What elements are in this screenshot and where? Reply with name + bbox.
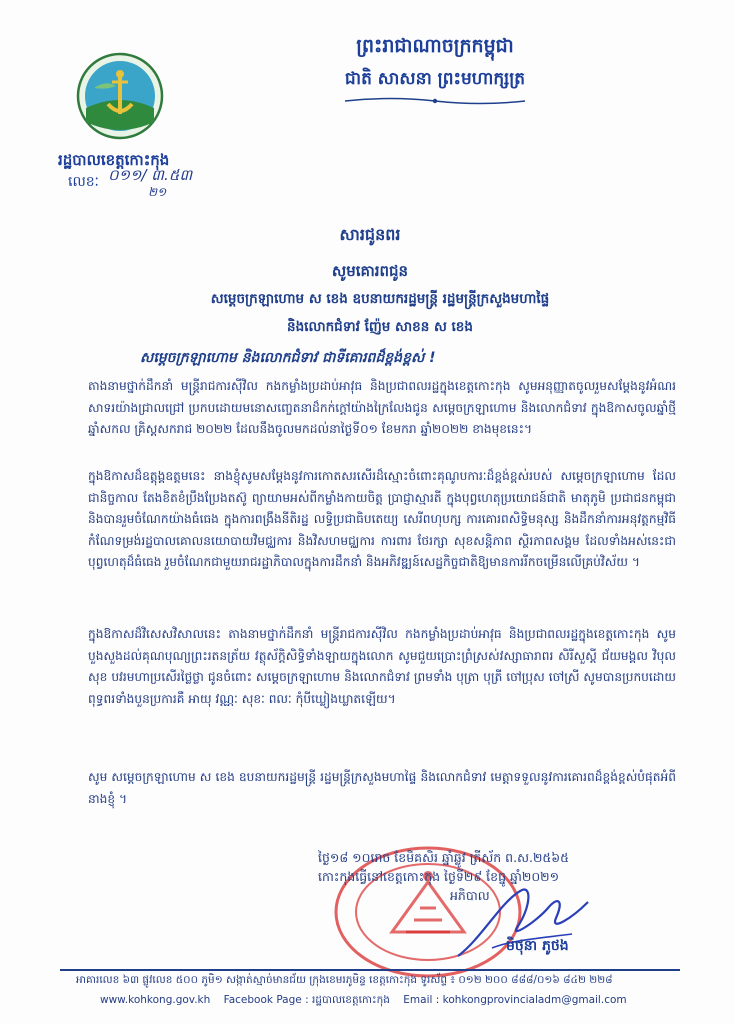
footer-email-label: Email : [403, 994, 440, 1006]
signer-title: អភិបាល [450, 888, 490, 903]
addressee-intro: សូមគោរពជូន [331, 262, 409, 280]
body-paragraph-2: ក្នុងឱកាសដ៏ឧត្តុង្គឧត្តមនេះ នាងខ្ញុំសូមសម្តែងនូវការកោតសរសើរដ៏ស្មោះចំពោះគុណូបការៈដ៏ខ្ពង់ខ្ពស់របស់ សម្តេចក្រឡាហោម ដែលជានិច្ចកាល តែងខិតខំប្រឹងប្រែងតស៊ូ ព្យាយាមអស់ពីកម្លាំងកាយចិត្ត ប្រាជ្ញាស្មារតី ក្នុងបុព្វហេតុប្រយោជន៍ជាតិ មាតុភូមិ ប្រជាជនកម្ពុជា និងបានរួមចំណែកយ៉ាងធំធេង ក្នុងការពង្រឹងនីតិរដ្ឋ លទ្ធិប្រជាធិបតេយ្យ សេរីពហុបក្ស ការគោរពសិទ្ធិមនុស្ស និងដឹកនាំការអនុវត្តកម្មវិធីកំណែទម្រង់រដ្ឋបាលគោលនយោបាយវិមជ្ឈការ និងវិសហមជ្ឈការ ការពារ ថែរក្សា សុខសន្តិភាព ស្ថិរភាពសង្គម ដែលទាំងអស់នេះជាបុព្វហេតុដ៏ធំធេង រួមចំណែកជាមួយរាជរដ្ឋាភិបាលក្នុងការដឹកនាំ និងអភិវឌ្ឍន៍សេដ្ឋកិច្ចជាតិឱ្យមានការរីកចម្រើនលើគ្រប់វិស័យ ។ [88, 469, 676, 569]
body-paragraph-4: សូម សម្តេចក្រឡាហោម ស ខេង ឧបនាយករដ្ឋមន្ត្រី រដ្ឋមន្ត្រីក្រសួងមហាផ្ទៃ និងលោកជំទាវ មេត្តាទទួលនូវការគោរពដ៏ខ្ពង់ខ្ពស់បំផុតអំពីនាងខ្ញុំ ។ [88, 770, 676, 806]
body-paragraph-3: ក្នុងឱកាសដ៏វិសេសវិសាលនេះ តាងនាមថ្នាក់ដឹកនាំ មន្ត្រីរាជការស៊ីវិល កងកម្លាំងប្រដាប់អាវុធ និងប្រជាពលរដ្ឋក្នុងខេត្តកោះកុង សូមបួងសួងដល់គុណបុណ្យព្រះរតនត្រ័យ វត្ថុស័ក្តិសិទ្ធិទាំងឡាយក្នុងលោក សូមជួយប្រោះព្រំស្រស់វស្សាធារាពរ សិរីសួស្តី ជ័យមង្គល វិបុលសុខ បវរមហាប្រសើរថ្លៃថ្លា ជូនចំពោះ សម្តេចក្រឡាហោម និងលោកជំទាវ ព្រមទាំង បុត្រា បុត្រី ចៅប្រុស ចៅស្រី សូមបានប្រកបដោយពុទ្ធពរទាំងបួនប្រការគឺ អាយុ វណ្ណៈ សុខៈ ពលៈ កុំបីឃ្លៀងឃ្លាតឡើយ។ [88, 627, 676, 706]
national-motto: ជាតិ សាសនា ព្រះមហាក្សត្រ [344, 69, 526, 89]
body-paragraph-1: តាងនាមថ្នាក់ដឹកនាំ មន្ត្រីរាជការស៊ីវិល កងកម្លាំងប្រដាប់អាវុធ និងប្រជាពលរដ្ឋក្នុងខេត្តកោះកុង សូមអនុញ្ញាតចូលរួមសម្តែងនូវអំណរសាទរយ៉ាងជ្រាលជ្រៅ ប្រកបដោយមនោសញ្ចេតនាដ៏កក់ក្តៅយ៉ាងក្រៃលែងជូន សម្តេចក្រឡាហោម និងលោកជំទាវ ក្នុងឱកាសចូលឆ្នាំថ្មី ឆ្នាំសកល គ្រិស្តសករាជ ២០២២ ដែលនឹងចូលមកដល់នាថ្ងៃទី០១ ខែមករា ឆ្នាំ២០២២ ខាងមុខនេះ។ [88, 379, 676, 436]
salutation: សម្តេចក្រឡាហោម និងលោកជំទាវ ជាទីគោរពដ៏ខ្ពង់ខ្ពស់ ! [140, 350, 436, 366]
reference-label: លេខៈ [68, 174, 99, 190]
ornament-divider [340, 96, 530, 106]
reference-subnumber: ២១ [148, 185, 167, 199]
provincial-seal-logo [76, 52, 164, 140]
date-solar: កោះកុងធ្វើនៅខេត្តកោះកុង ថ្ងៃទី២៩ ខែធ្នូ ឆ្នាំ២០២១ [318, 869, 560, 884]
addressee-line-2: និងលោកជំទាវ ញ៉ែម សាខន ស ខេង [287, 319, 473, 335]
footer-facebook-value: រដ្ឋបាលខេត្តកោះកុង [311, 994, 390, 1006]
footer-facebook-label: Facebook Page : [223, 994, 309, 1006]
addressee-line-1: សម្តេចក្រឡាហោម ស ខេង ឧបនាយករដ្ឋមន្ត្រី រដ្ឋមន្ត្រីក្រសួងមហាផ្ទៃ [210, 291, 550, 307]
footer-contacts [100, 994, 700, 1009]
date-lunar: ថ្ងៃ១៨ ១០រោច ខែមិគសិរ ឆ្នាំឆ្លូវ ត្រីស័ក ព.ស.២៥៦៥ [318, 850, 569, 865]
reference-number: ០១១/ ៣.៥៣ [108, 166, 193, 184]
kingdom-heading: ព្រះរាជាណាចក្រកម្ពុជា [356, 35, 514, 57]
sender-administration: រដ្ឋបាលខេត្តកោះកុង [58, 151, 170, 169]
footer-divider [60, 969, 680, 971]
footer-address: អាគារលេខ ៦៣ ផ្លូវលេខ ៥០០ ភូមិ១ សង្កាត់ស្មាច់មានជ័យ ក្រុងខេមរភូមិន្ទ ខេត្តកោះកុង ទូរស័ព្ទ ៖ ០១២ ២០០ ៨៨៨/០១៦ ៨៤២ ២២៨ [76, 974, 613, 986]
footer-website: www.kohkong.gov.kh [100, 994, 211, 1006]
footer-email-value: kohkongprovincialadm@gmail.com [442, 994, 627, 1006]
document-title: សារជូនពរ [339, 225, 401, 244]
signer-name: មិថុនា ភូថង [506, 938, 569, 954]
